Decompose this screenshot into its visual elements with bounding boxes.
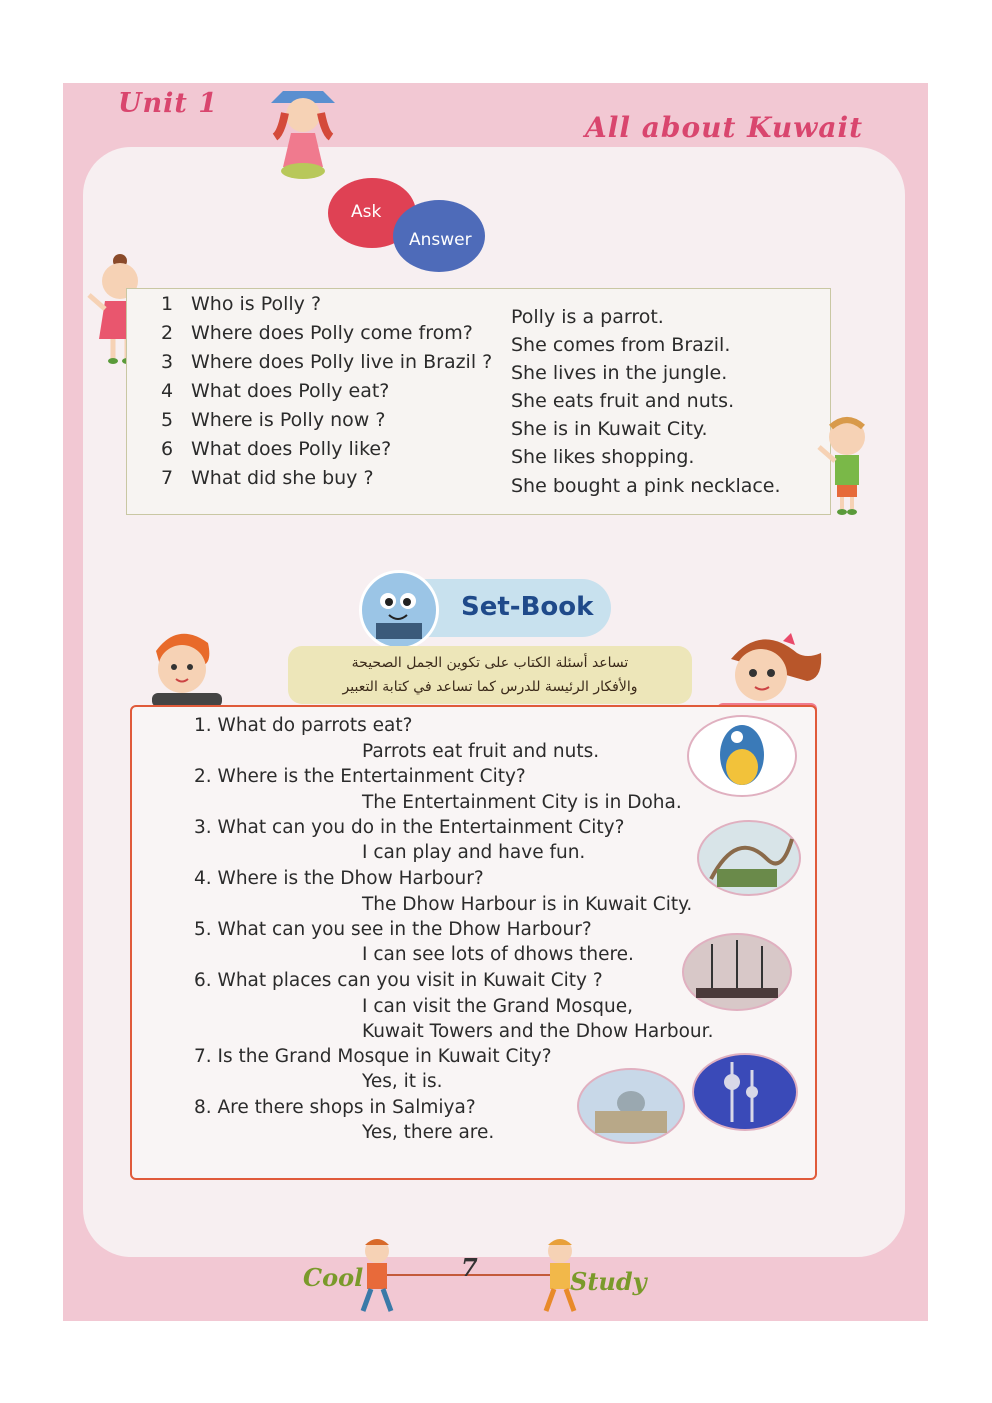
grand-mosque-photo xyxy=(577,1067,685,1145)
qa-answer: She likes shopping. xyxy=(511,446,695,468)
setbook-answer: I can play and have fun. xyxy=(362,842,586,863)
kuwait-towers-photo xyxy=(692,1052,798,1132)
dhow-harbour-photo xyxy=(682,932,792,1012)
setbook-question: 8. Are there shops in Salmiya? xyxy=(194,1097,476,1118)
qa-question: 1 Who is Polly ? xyxy=(161,293,322,315)
qa-question: 4 What does Polly eat? xyxy=(161,380,390,402)
qa-question: 2 Where does Polly come from? xyxy=(161,322,473,344)
answer-bubble xyxy=(393,200,485,272)
qa-answer: Polly is a parrot. xyxy=(511,306,664,328)
setbook-answer: I can see lots of dhows there. xyxy=(362,944,634,965)
setbook-question: 4. Where is the Dhow Harbour? xyxy=(194,868,484,889)
qa-answer: She eats fruit and nuts. xyxy=(511,390,735,412)
girl-with-hat-illustration xyxy=(263,83,343,183)
setbook-answer: Yes, it is. xyxy=(362,1071,443,1092)
unit-title: Unit 1 xyxy=(118,88,219,119)
ask-answer-box xyxy=(126,288,831,515)
boy-waving-illustration xyxy=(815,413,879,518)
arabic-line-2: والأفكار الرئيسة للدرس كما تساعد في كتابة التعبير xyxy=(342,679,638,695)
qa-answer: She is in Kuwait City. xyxy=(511,418,708,440)
set-book-questions-box xyxy=(130,705,817,1180)
qa-question: 5 Where is Polly now ? xyxy=(161,409,386,431)
set-book-label: Set-Book xyxy=(461,592,594,622)
qa-answer: She bought a pink necklace. xyxy=(511,475,781,497)
answer-label: Answer xyxy=(409,230,472,250)
setbook-question: 1. What do parrots eat? xyxy=(194,715,413,736)
qa-answer: She lives in the jungle. xyxy=(511,362,728,384)
qa-question: 7 What did she buy ? xyxy=(161,467,374,489)
arabic-line-1: تساعد أسئلة الكتاب على تكوين الجمل الصحيحة xyxy=(351,655,629,671)
setbook-question: 2. Where is the Entertainment City? xyxy=(194,766,526,787)
setbook-answer: I can visit the Grand Mosque, xyxy=(362,996,633,1017)
entertainment-city-photo xyxy=(697,819,802,897)
setbook-question: 5. What can you see in the Dhow Harbour? xyxy=(194,919,592,940)
page-number: 7 xyxy=(461,1253,478,1282)
qa-question: 3 Where does Polly live in Brazil ? xyxy=(161,351,493,373)
setbook-answer: Yes, there are. xyxy=(362,1122,495,1143)
page-frame xyxy=(63,83,928,1321)
setbook-answer: Kuwait Towers and the Dhow Harbour. xyxy=(362,1021,714,1042)
setbook-answer: The Entertainment City is in Doha. xyxy=(362,792,682,813)
footer-study: Study xyxy=(570,1267,647,1296)
book-character-icon xyxy=(359,570,439,650)
ask-label: Ask xyxy=(351,202,382,222)
footer-cool: Cool xyxy=(303,1263,364,1292)
setbook-answer: The Dhow Harbour is in Kuwait City. xyxy=(362,894,693,915)
setbook-question: 7. Is the Grand Mosque in Kuwait City? xyxy=(194,1046,552,1067)
arabic-note xyxy=(288,646,692,704)
boy-peeking-illustration xyxy=(138,621,228,711)
setbook-answer: Parrots eat fruit and nuts. xyxy=(362,741,600,762)
qa-question: 6 What does Polly like? xyxy=(161,438,392,460)
parrot-photo xyxy=(687,715,797,797)
qa-answer: She comes from Brazil. xyxy=(511,334,731,356)
setbook-question: 6. What places can you visit in Kuwait City ? xyxy=(194,970,603,991)
chapter-title: All about Kuwait xyxy=(585,111,864,144)
setbook-question: 3. What can you do in the Entertainment City? xyxy=(194,817,625,838)
